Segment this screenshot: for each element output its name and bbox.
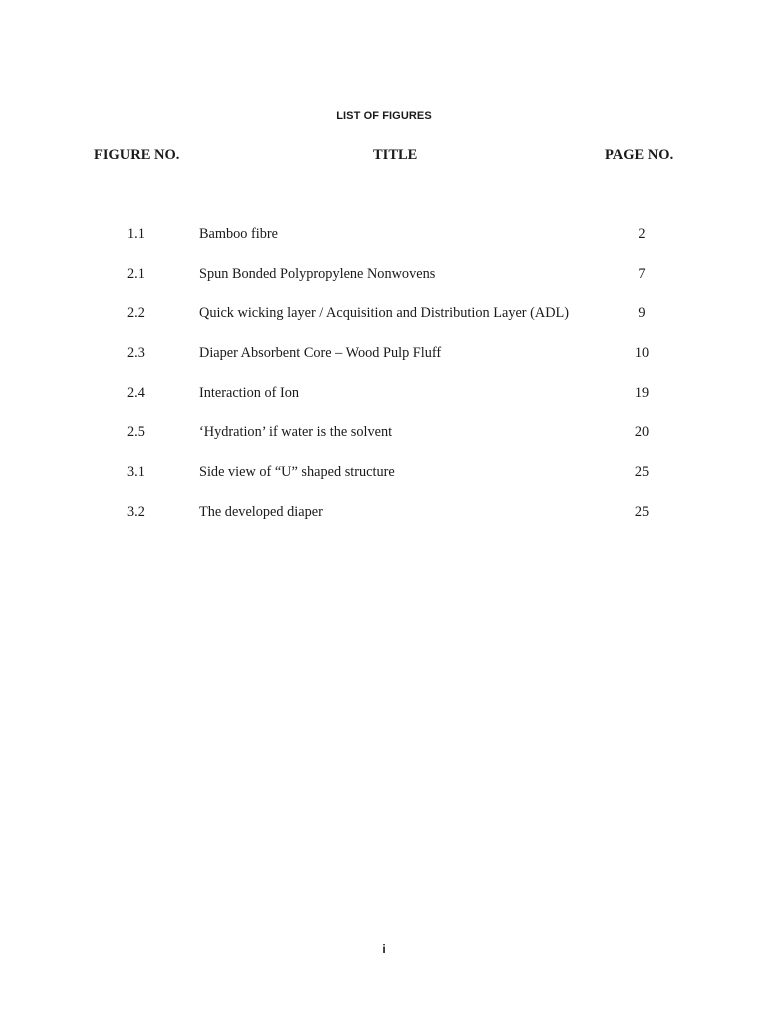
figure-row: [0, 343, 768, 383]
page-heading: LIST OF FIGURES: [336, 110, 432, 122]
figure-row: [0, 303, 768, 343]
figure-number: 2.4: [127, 384, 145, 401]
page-number: i: [382, 942, 386, 956]
figure-page: 25: [634, 464, 650, 481]
figure-page: 25: [634, 503, 650, 520]
figure-row: [0, 502, 768, 542]
figure-title: Interaction of Ion: [199, 384, 300, 401]
column-header-page-no: PAGE NO.: [605, 147, 674, 163]
figure-number: 1.1: [127, 226, 145, 242]
figure-row: [0, 383, 768, 423]
figure-number: 2.5: [127, 424, 145, 441]
figure-number: 2.3: [127, 345, 145, 362]
figure-row: [0, 422, 768, 462]
figure-title: Spun Bonded Polypropylene Nonwovens: [199, 265, 436, 282]
figure-row: [0, 462, 768, 502]
figure-row: [0, 264, 768, 304]
figure-title: The developed diaper: [199, 503, 323, 520]
figure-page: 9: [638, 305, 646, 322]
figure-page: 2: [638, 226, 646, 242]
figure-number: 3.1: [127, 464, 145, 481]
figure-page: 10: [634, 345, 650, 362]
figure-title: Side view of “U” shaped structure: [199, 464, 395, 481]
figure-title: Quick wicking layer / Acquisition and Distribution Layer (ADL): [199, 305, 570, 322]
figure-page: 20: [634, 424, 650, 441]
figure-title: Bamboo fibre: [199, 226, 279, 242]
figure-number: 2.1: [127, 265, 145, 282]
figure-page: 19: [634, 384, 650, 401]
column-header-figure-no: FIGURE NO.: [94, 147, 180, 163]
figure-number: 3.2: [127, 503, 145, 520]
figure-number: 2.2: [127, 305, 145, 322]
figure-title: Diaper Absorbent Core – Wood Pulp Fluff: [199, 345, 442, 362]
figure-page: 7: [638, 265, 646, 282]
column-header-title: TITLE: [373, 147, 418, 163]
figure-row: [0, 224, 768, 264]
figure-list: [0, 224, 768, 542]
figure-title: ‘Hydration’ if water is the solvent: [199, 424, 393, 441]
